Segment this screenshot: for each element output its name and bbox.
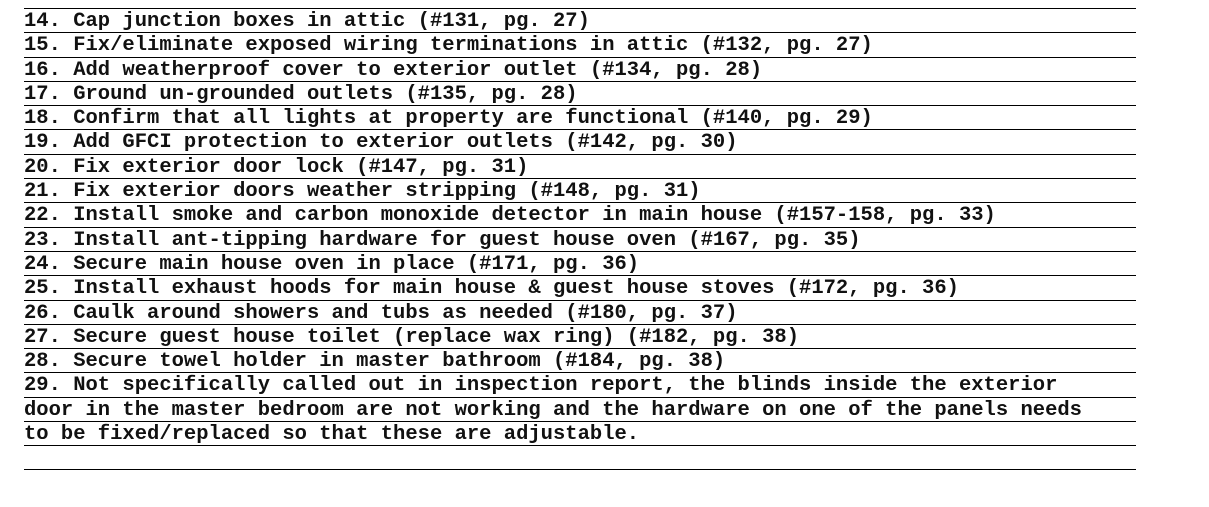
list-item-29-line-3: to be fixed/replaced so that these are adjustable. <box>24 422 1136 446</box>
list-item: 17. Ground un-grounded outlets (#135, pg. 28) <box>24 82 1136 106</box>
list-item: 22. Install smoke and carbon monoxide detector in main house (#157-158, pg. 33) <box>24 203 1136 227</box>
blank-ruled-line <box>24 446 1136 470</box>
list-item: 16. Add weatherproof cover to exterior outlet (#134, pg. 28) <box>24 58 1136 82</box>
list-item: 18. Confirm that all lights at property are functional (#140, pg. 29) <box>24 106 1136 130</box>
list-item: 26. Caulk around showers and tubs as needed (#180, pg. 37) <box>24 301 1136 325</box>
list-item: 14. Cap junction boxes in attic (#131, pg. 27) <box>24 9 1136 33</box>
punch-list <box>24 8 1136 470</box>
list-item: 20. Fix exterior door lock (#147, pg. 31) <box>24 155 1136 179</box>
list-item-29-line-1: 29. Not specifically called out in inspection report, the blinds inside the exterior <box>24 373 1136 397</box>
list-item-29-line-2: door in the master bedroom are not working and the hardware on one of the panels needs <box>24 398 1136 422</box>
list-item: 27. Secure guest house toilet (replace wax ring) (#182, pg. 38) <box>24 325 1136 349</box>
list-item: 24. Secure main house oven in place (#171, pg. 36) <box>24 252 1136 276</box>
list-item: 25. Install exhaust hoods for main house & guest house stoves (#172, pg. 36) <box>24 276 1136 300</box>
list-item: 21. Fix exterior doors weather stripping (#148, pg. 31) <box>24 179 1136 203</box>
list-item: 19. Add GFCI protection to exterior outlets (#142, pg. 30) <box>24 130 1136 154</box>
list-item: 23. Install ant-tipping hardware for guest house oven (#167, pg. 35) <box>24 228 1136 252</box>
list-item: 15. Fix/eliminate exposed wiring terminations in attic (#132, pg. 27) <box>24 33 1136 57</box>
list-item: 28. Secure towel holder in master bathroom (#184, pg. 38) <box>24 349 1136 373</box>
